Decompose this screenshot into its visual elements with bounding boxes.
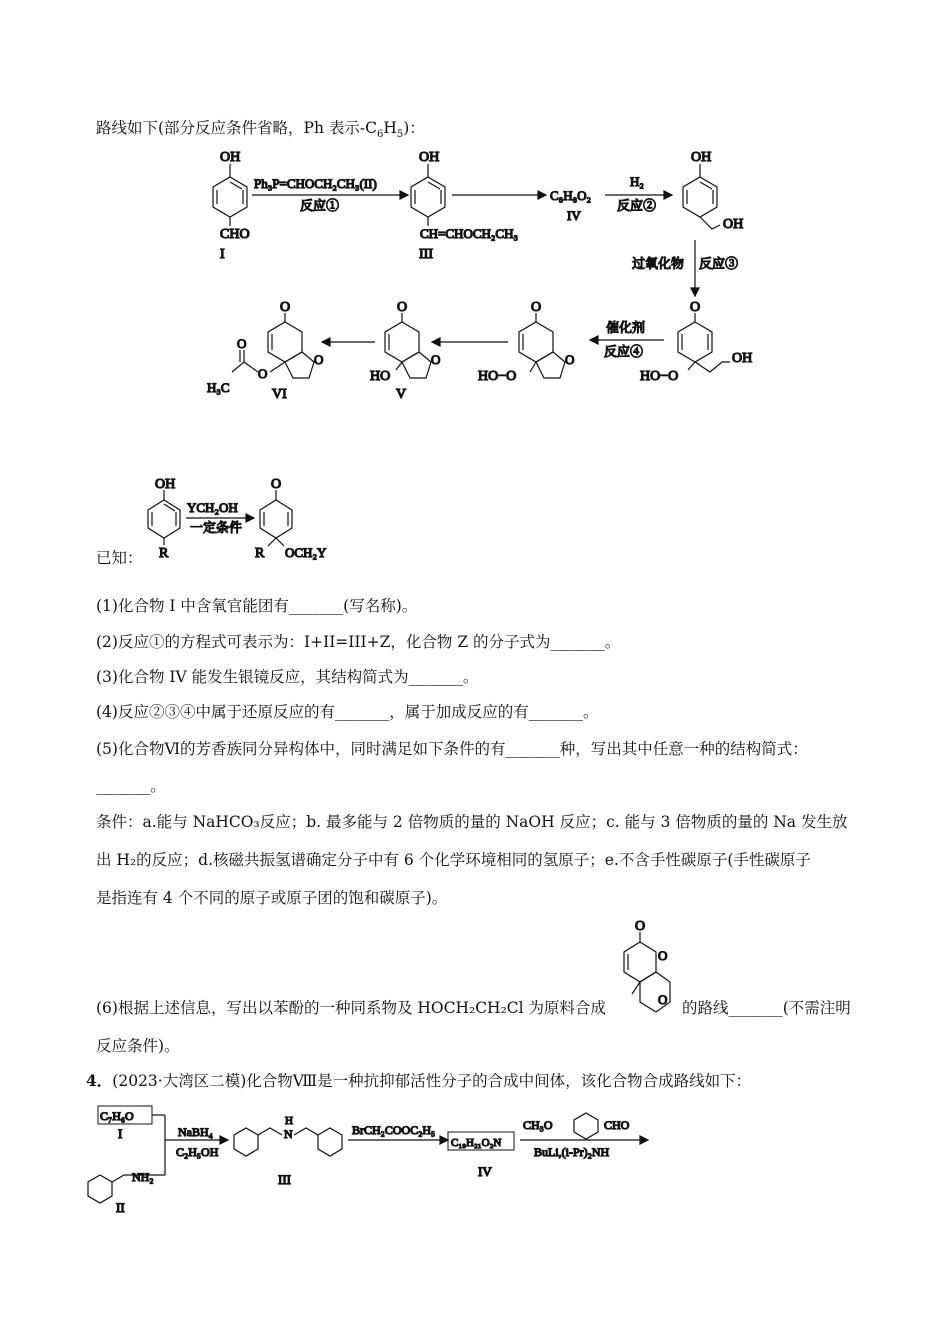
svg-text:O: O (658, 948, 668, 963)
svg-text:OCH₂Y: OCH₂Y (285, 545, 327, 560)
question-3: (3)化合物 IV 能发生银镜反应，其结构简式为_______。 (96, 668, 479, 686)
svg-text:HO: HO (370, 369, 391, 384)
known-reaction (148, 490, 292, 546)
III-sidechain: CH=CHOCH₂CH₃ (420, 226, 519, 241)
svg-text:O: O (271, 477, 282, 492)
p4-label-IV: IV (478, 1164, 492, 1179)
svg-text:CHO: CHO (604, 1118, 630, 1132)
p4-cond-1: C₂H₅OH (176, 1145, 219, 1159)
cond-2: 反应② (617, 198, 657, 213)
reagent-1: Ph₃P=CHOCH₂CH₃(II) (254, 176, 377, 191)
svg-text:CH₃O: CH₃O (523, 1118, 553, 1132)
p4-reagent-1: NaBH₄ (178, 1125, 213, 1139)
svg-text:HO−O: HO−O (478, 369, 517, 384)
svg-text:O: O (690, 300, 701, 315)
I-oh: OH (220, 150, 241, 165)
p4-cond-3: BuLi,(i-Pr)₂NH (534, 1145, 610, 1159)
known-reagent: YCH₂OH (187, 500, 238, 515)
compound-bicyclic-peroxide (519, 313, 565, 378)
problem-4-number: 4． (86, 1071, 113, 1090)
svg-text:O: O (237, 336, 247, 351)
known-cond: 一定条件 (190, 520, 243, 535)
svg-text:OH: OH (155, 477, 176, 492)
svg-text:OH: OH (723, 217, 744, 232)
compound-phenol-ethanol (683, 164, 720, 229)
svg-text:O: O (565, 352, 575, 367)
svg-text:R: R (159, 546, 169, 561)
compound-V (385, 313, 431, 378)
p4-label-I: I (118, 1126, 123, 1141)
svg-text:OH: OH (419, 150, 440, 165)
svg-text:O: O (531, 300, 542, 315)
question-5-blank: _______。 (96, 777, 166, 795)
svg-text:H: H (285, 1115, 293, 1127)
known-label: 已知： (96, 549, 143, 567)
svg-text:O: O (658, 992, 668, 1007)
question-5: (5)化合物Ⅵ的芳香族同分异构体中，同时满足如下条件的有_______种，写出其中任意一种的结构简式： (96, 740, 808, 758)
conditions-line-1: 条件：a.能与 NaHCO₃反应；b. 最多能与 2 倍物质的量的 NaOH 反应；c. 能与 3 倍物质的量的 Na 发生放 (96, 813, 848, 831)
label-I: I (220, 247, 225, 262)
svg-text:O: O (431, 352, 441, 367)
label-V: V (396, 387, 407, 402)
svg-text:O: O (397, 300, 408, 315)
p4-label-II: II (116, 1200, 125, 1215)
conditions-line-2: 出 H₂的反应；d.核磁共振氢谱确定分子中有 6 个化学环境相同的氢原子；e.不含手性碳原子(手性碳原子 (96, 851, 811, 869)
p4-box-I: C₇H₆O (100, 1109, 134, 1123)
compound-peroxide-dienone (678, 313, 730, 372)
problem-4-header (86, 1071, 751, 1091)
reagent-2: H₂ (630, 174, 644, 189)
reagent-4: 催化剂 (606, 320, 646, 335)
label-III: III (419, 247, 433, 262)
svg-text:O: O (314, 352, 324, 367)
question-6-line-2: 反应条件)。 (96, 1037, 180, 1055)
intro-line: 路线如下(部分反应条件省略，Ph 表示$-C_6H_5$)： (96, 119, 425, 141)
svg-text:O: O (280, 300, 291, 315)
cond-4: 反应④ (604, 344, 644, 359)
formula-IV: C₈H₈O₂ (550, 188, 592, 203)
svg-text:NH₂: NH₂ (132, 1170, 154, 1184)
compound-I (213, 164, 247, 226)
problem-4-text: (2023·大湾区二模)化合物Ⅷ是一种抗抑郁活性分子的合成中间体，该化合物合成路线如下： (112, 1072, 752, 1090)
question-4: (4)反应②③④中属于还原反应的有_______，属于加成反应的有_______。 (96, 703, 599, 721)
svg-text:OH: OH (691, 150, 712, 165)
label-IV: IV (567, 208, 581, 223)
svg-text:O: O (258, 366, 268, 381)
compound-III (411, 164, 445, 226)
question-1: (1)化合物 I 中含氧官能团有_______(写名称)。 (96, 597, 418, 615)
svg-text:O: O (635, 919, 646, 934)
cond-1: 反应① (300, 198, 340, 213)
p4-label-III: III (278, 1172, 291, 1187)
conditions-line-3: 是指连有 4 个不同的原子或原子团的饱和碳原子)。 (96, 889, 448, 907)
I-cho: CHO (220, 227, 250, 242)
svg-text:HO−O: HO−O (640, 369, 679, 384)
question-6-a: (6)根据上述信息，写出以苯酚的一种同系物及 HOCH₂CH₂Cl 为原料合成 (96, 999, 607, 1017)
svg-text:H₃C: H₃C (207, 380, 230, 395)
label-VI: VI (272, 387, 287, 402)
question-6-b: 的路线_______(不需注明 (682, 999, 851, 1017)
question-2: (2)反应①的方程式可表示为：I+II=III+Z，化合物 Z 的分子式为_______。 (96, 633, 621, 651)
p4-box-IV: C₁₈H₂₁O₂N (451, 1137, 502, 1149)
cond-3: 反应③ (699, 256, 739, 271)
svg-text:OH: OH (732, 351, 753, 366)
p4-reagent-2: BrCH₂COOC₂H₅ (352, 1123, 436, 1137)
reagent-3: 过氧化物 (632, 256, 685, 271)
svg-text:R: R (255, 546, 265, 561)
svg-text:N: N (284, 1127, 293, 1141)
